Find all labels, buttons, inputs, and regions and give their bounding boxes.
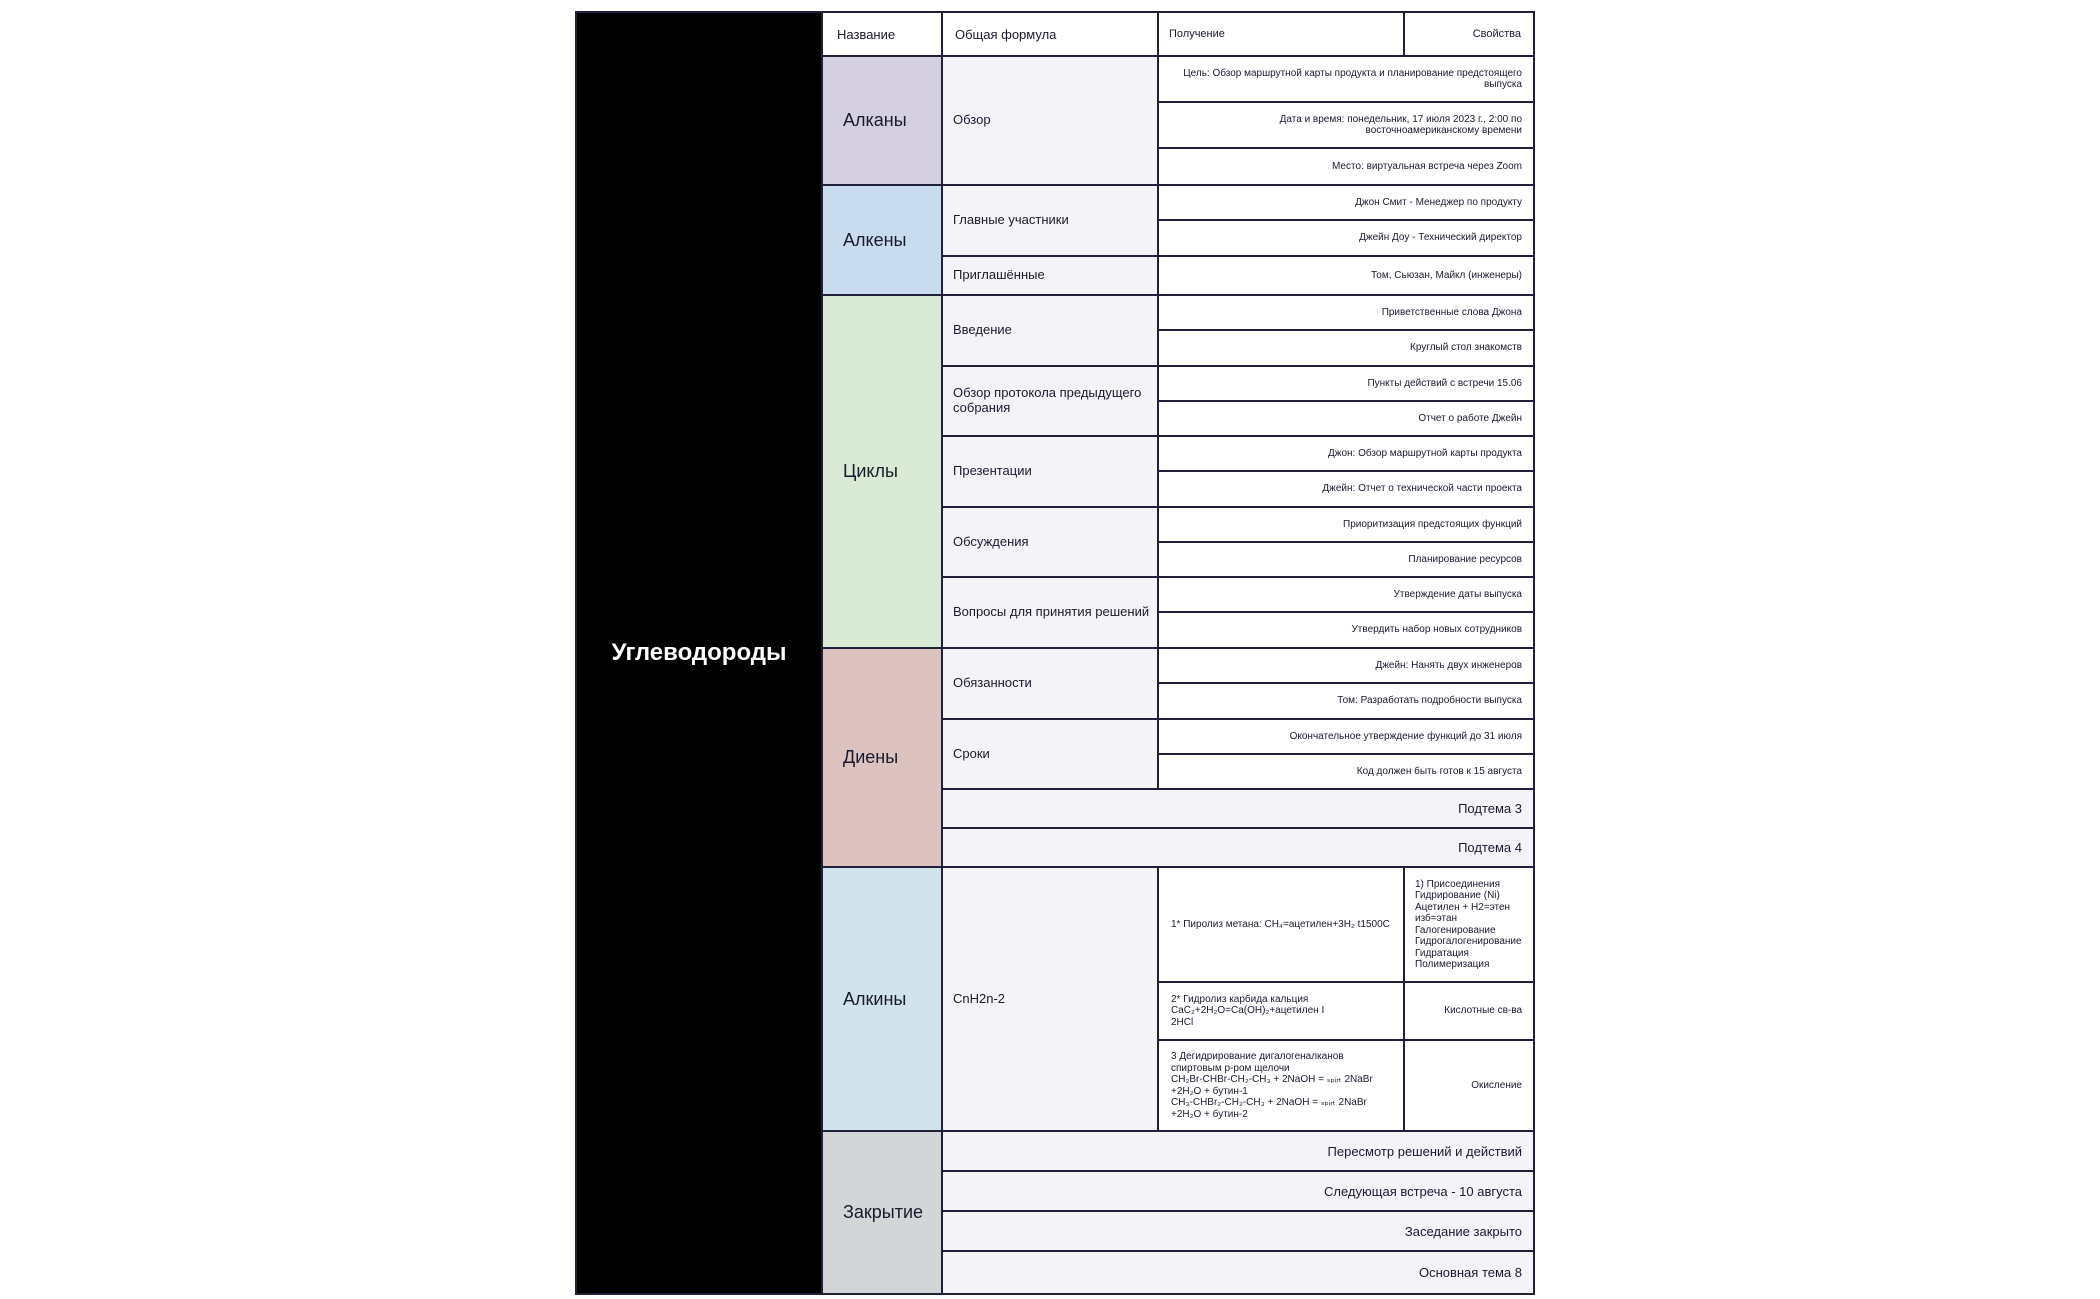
header-formula: Общая формула [941,11,1159,57]
cycles-presentations: Презентации [941,435,1159,508]
alkenes-invited-names: Том, Сьюзан, Майкл (инженеры) [1157,255,1535,296]
cycles-presentation-1: Джон: Обзор маршрутной карты продукта [1157,435,1535,472]
alkynes-synthesis-2: 2* Гидролиз карбида кальция CaC₂+2H₂O=Ca(OH)₂+ацетилен I 2HCl [1157,981,1405,1041]
closing-row-2: Следующая встреча - 10 августа [941,1170,1535,1212]
category-closing: Закрытие [821,1130,943,1295]
alkanes-goal: Цель: Обзор маршрутной карты продукта и планирование предстоящего выпуска [1157,55,1535,103]
dienes-topic-3: Подтема 3 [941,788,1535,829]
alkynes-property-2: Кислотные св-ва [1403,981,1535,1041]
closing-row-4: Основная тема 8 [941,1250,1535,1295]
alkynes-property-1: 1) Присоединения Гидрирование (Ni) Ацетилен + H2=этен изб=этан Галогенирование Гидрогалогенирование Гидратация Полимеризация [1403,866,1535,983]
alkynes-property-3: Окисление [1403,1039,1535,1132]
category-dienes: Диены [821,647,943,868]
category-alkanes: Алканы [821,55,943,186]
dienes-duty-2: Том: Разработать подробности выпуска [1157,682,1535,720]
cycles-decision-1: Утверждение даты выпуска [1157,576,1535,613]
alkanes-place: Место: виртуальная встреча через Zoom [1157,147,1535,186]
alkenes-invited: Приглашённые [941,255,1159,296]
dienes-deadline-1: Окончательное утверждение функций до 31 июля [1157,718,1535,755]
dienes-duty-1: Джейн: Нанять двух инженеров [1157,647,1535,684]
header-name: Название [821,11,943,57]
header-properties: Свойства [1403,11,1535,57]
cycles-review-1: Пункты действий с встречи 15.06 [1157,365,1535,402]
category-cycles: Циклы [821,294,943,649]
alkanes-datetime: Дата и время: понедельник, 17 июля 2023 г., 2:00 по восточноамериканскому времени [1157,101,1535,149]
alkenes-main-participants: Главные участники [941,184,1159,257]
hydrocarbons-table [575,11,1535,1295]
dienes-deadline-2: Код должен быть готов к 15 августа [1157,753,1535,790]
closing-row-3: Заседание закрыто [941,1210,1535,1252]
cycles-intro-1: Приветственные слова Джона [1157,294,1535,331]
header-synthesis: Получение [1157,11,1405,57]
alkynes-synthesis-3: 3 Дегидрирование дигалогеналканов спиртовым р-ром щелочи CH₂Br-CHBr-CH₂-CH₃ + 2NaOH = ₛₚᵢᵣₜ 2NaBr +2H₂O + бутин-1 CH₃-CHBr₂-CH₂-CH₃ + 2NaOH = ₛₚᵢᵣₜ 2NaBr +2H₂O + бутин-2 [1157,1039,1405,1132]
cycles-review: Обзор протокола предыдущего собрания [941,365,1159,437]
alkenes-participant-2: Джейн Доу - Технический директор [1157,219,1535,257]
cycles-intro-2: Круглый стол знакомств [1157,329,1535,367]
cycles-intro: Введение [941,294,1159,367]
closing-row-1: Пересмотр решений и действий [941,1130,1535,1172]
cycles-decision-2: Утвердить набор новых сотрудников [1157,611,1535,649]
alkynes-formula: CnH2n-2 [941,866,1159,1132]
category-alkenes: Алкены [821,184,943,296]
dienes-duties: Обязанности [941,647,1159,720]
cycles-decisions: Вопросы для принятия решений [941,576,1159,649]
alkynes-synthesis-1: 1* Пиролиз метана: CH₄=ацетилен+3H₂ t1500C [1157,866,1405,983]
cycles-review-2: Отчет о работе Джейн [1157,400,1535,437]
alkanes-overview: Обзор [941,55,1159,186]
cycles-discussions: Обсуждения [941,506,1159,578]
cycles-discussion-2: Планирование ресурсов [1157,541,1535,578]
dienes-topic-4: Подтема 4 [941,827,1535,868]
category-alkynes: Алкины [821,866,943,1132]
alkenes-participant-1: Джон Смит - Менеджер по продукту [1157,184,1535,221]
dienes-deadlines: Сроки [941,718,1159,790]
cycles-presentation-2: Джейн: Отчет о технической части проекта [1157,470,1535,508]
cycles-discussion-1: Приоритизация предстоящих функций [1157,506,1535,543]
table-title: Углеводороды [575,11,823,1295]
